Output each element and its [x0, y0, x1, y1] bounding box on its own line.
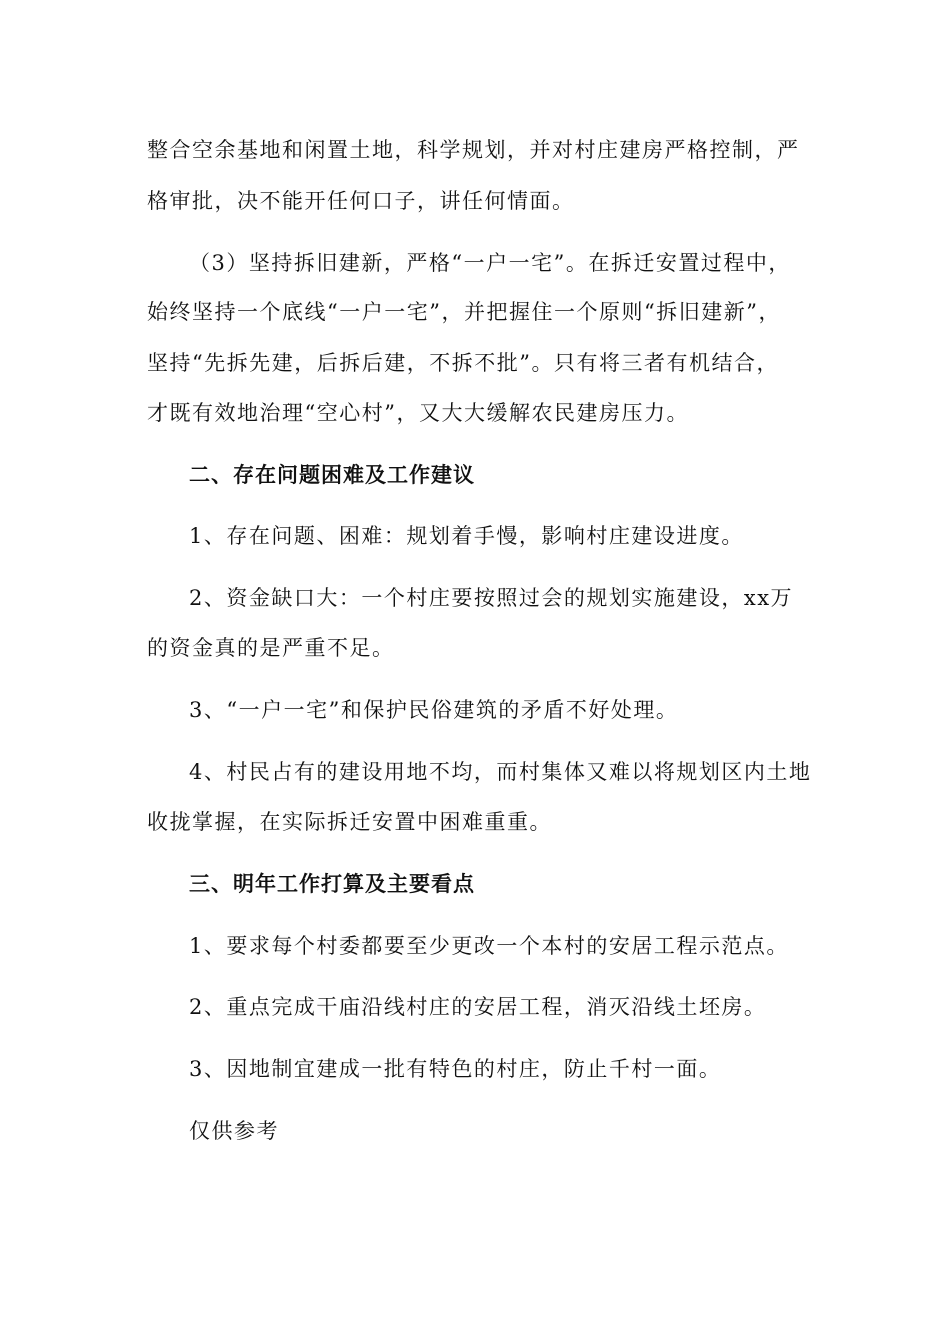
paragraph-line: 坚持“先拆先建，后拆后建，不拆不批”。只有将三者有机结合，: [147, 351, 779, 375]
paragraph-line: 始终坚持一个底线“一户一宅”，并把握住一个原则“拆旧建新”，: [147, 300, 781, 324]
paragraph-line: 1、存在问题、困难：规划着手慢，影响村庄建设进度。: [189, 524, 744, 548]
paragraph-line: 格审批，决不能开任何口子，讲任何情面。: [147, 189, 575, 213]
paragraph-line: 2、重点完成干庙沿线村庄的安居工程，消灭沿线土坯房。: [189, 995, 767, 1019]
section-heading: 二、存在问题困难及工作建议: [189, 463, 475, 487]
paragraph-line: 1、要求每个村委都要至少更改一个本村的安居工程示范点。: [189, 934, 789, 958]
closing-note: 仅供参考: [189, 1119, 279, 1143]
paragraph-line: 2、资金缺口大：一个村庄要按照过会的规划实施建设，xx万: [189, 586, 794, 610]
paragraph-line: 才既有效地治理“空心村”，又大大缓解农民建房压力。: [147, 401, 689, 425]
paragraph-line: 收拢掌握，在实际拆迁安置中困难重重。: [147, 810, 552, 834]
paragraph-line: 3、因地制宜建成一批有特色的村庄，防止千村一面。: [189, 1057, 722, 1081]
paragraph-line: 4、村民占有的建设用地不均，而村集体又难以将规划区内土地: [189, 760, 812, 784]
paragraph-line: 的资金真的是严重不足。: [147, 636, 395, 660]
paragraph-line: （3）坚持拆旧建新，严格“一户一宅”。在拆迁安置过程中，: [189, 251, 791, 275]
paragraph-line: 整合空余基地和闲置土地，科学规划，并对村庄建房严格控制，严: [147, 138, 800, 162]
paragraph-line: 3、“一户一宅”和保护民俗建筑的矛盾不好处理。: [189, 698, 679, 722]
section-heading: 三、明年工作打算及主要看点: [189, 872, 475, 896]
